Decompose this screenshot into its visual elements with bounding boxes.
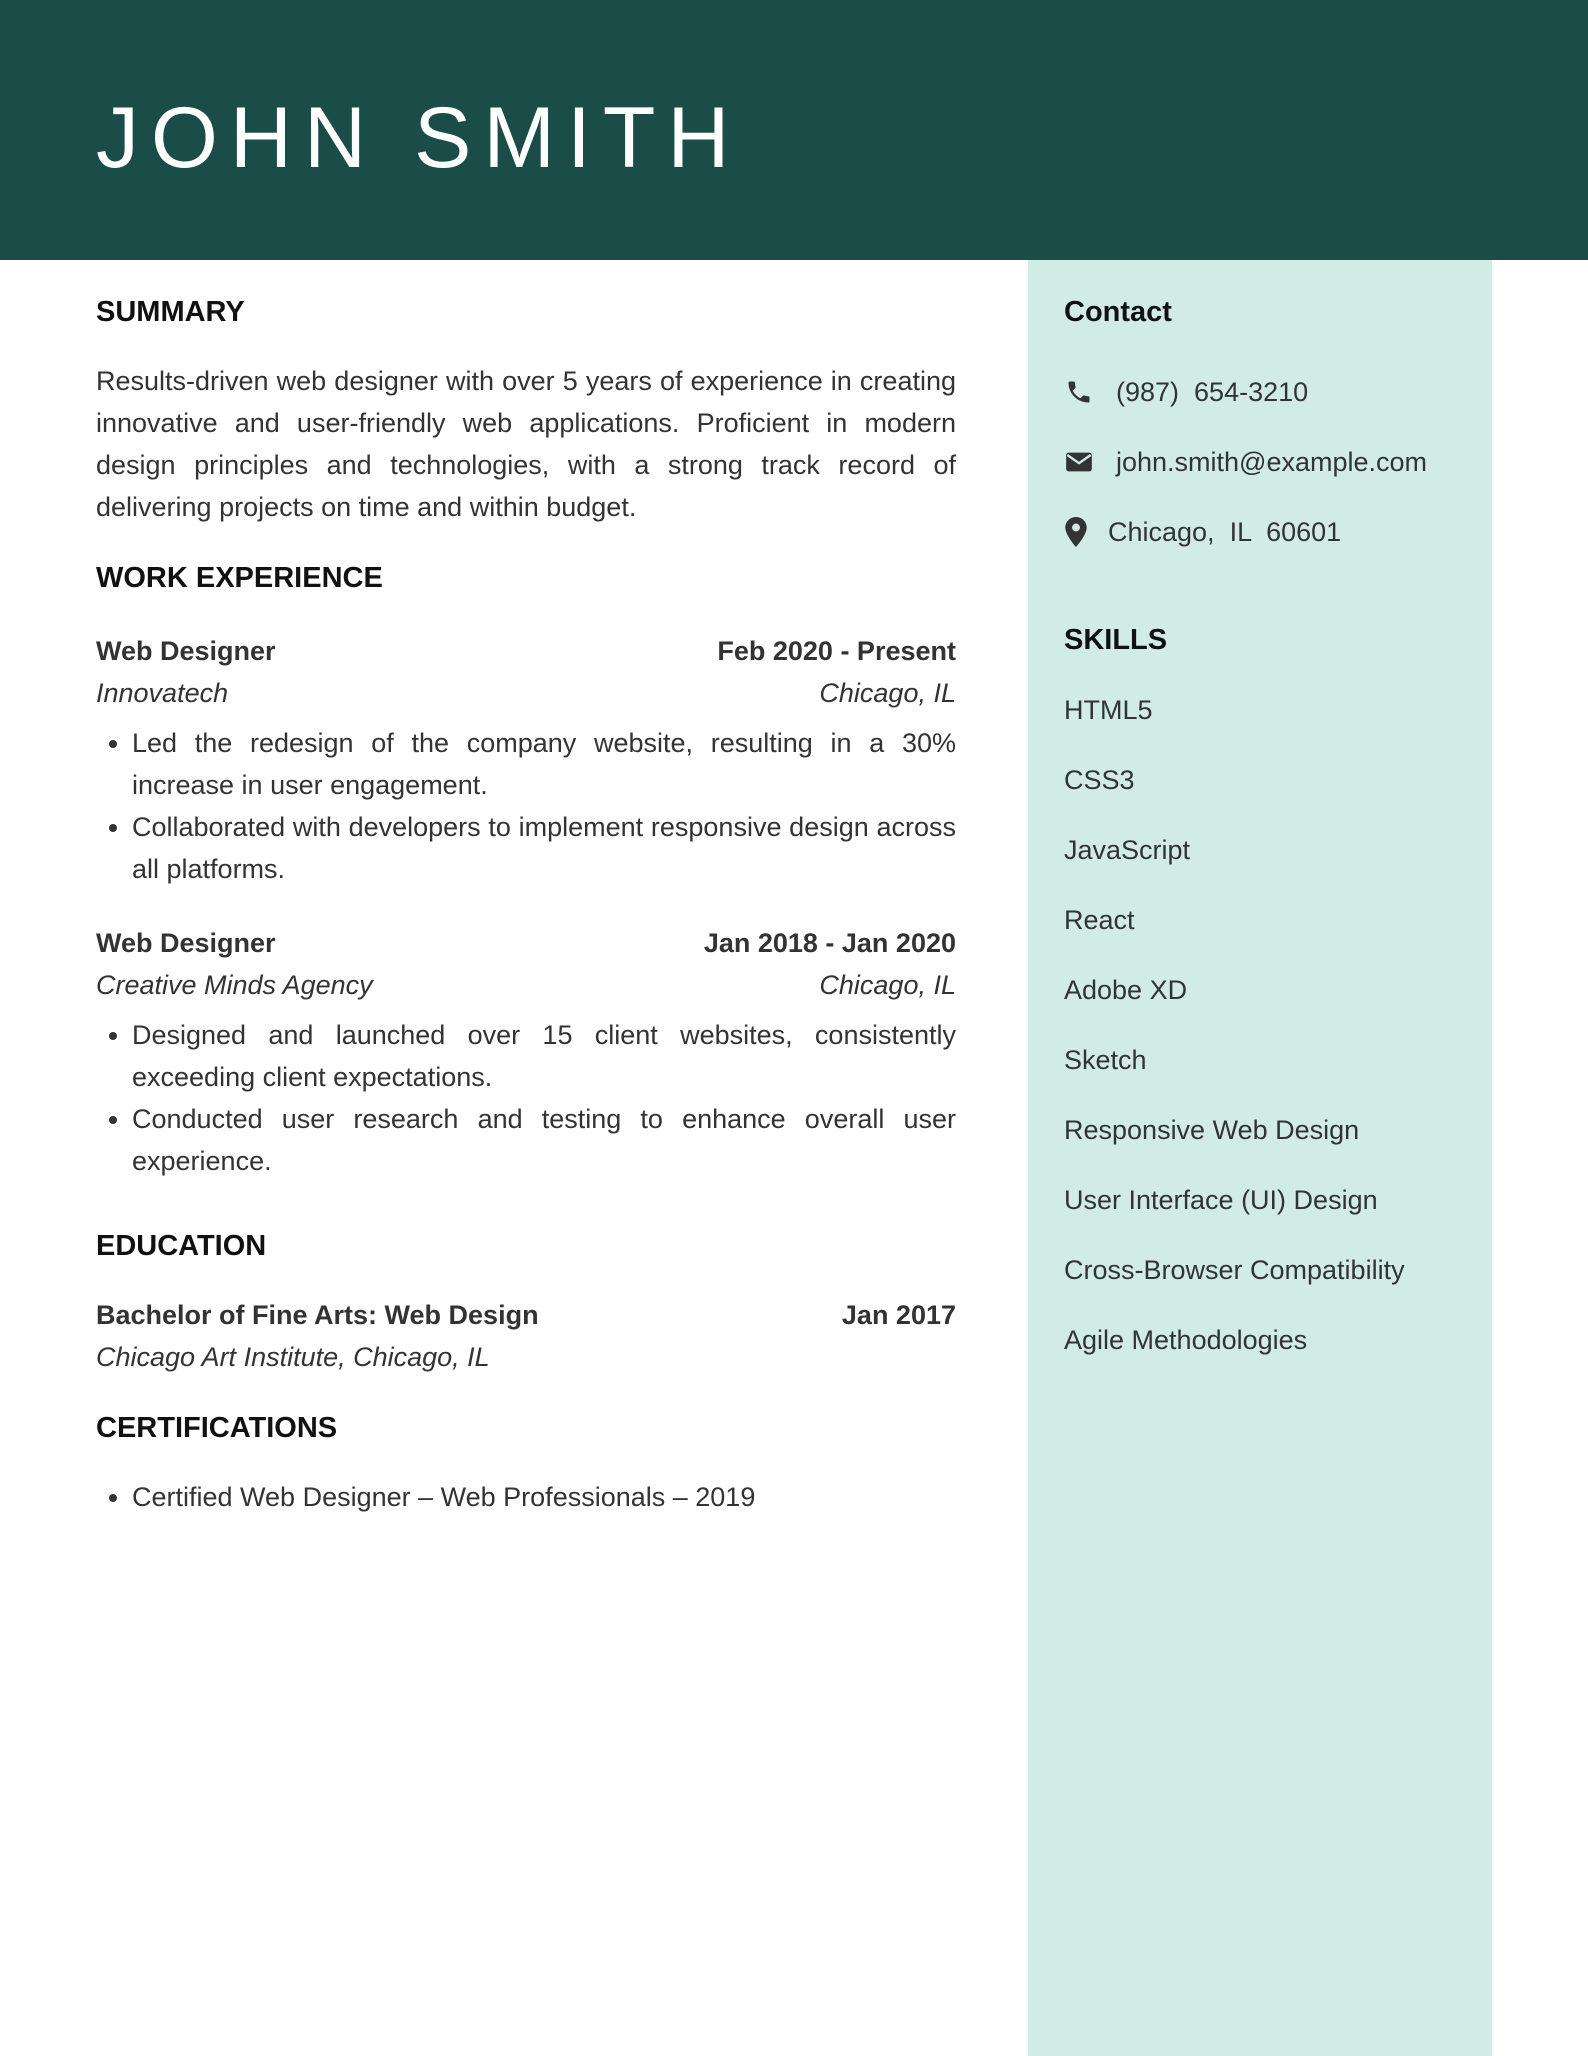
job-subheader-row (96, 672, 956, 714)
job-bullet: • Designed and launched over 15 client websites, consistently exceeding client expectations. (132, 1014, 956, 1098)
job-company: Innovatech (96, 678, 229, 708)
job-company: Creative Minds Agency (96, 970, 373, 1000)
skill-item: Cross-Browser Compatibility (1064, 1255, 1405, 1285)
candidate-name: JOHN SMITH (96, 90, 742, 186)
job-dates: Feb 2020 - Present (717, 636, 956, 666)
job-bullets (96, 1014, 956, 1182)
education-section (96, 1228, 956, 1378)
contact-phone (1064, 372, 1308, 412)
contact-location-text: Chicago, IL 60601 (1108, 517, 1342, 547)
job-header-row (96, 922, 956, 964)
skill-item: HTML5 (1064, 695, 1153, 725)
job-bullets (96, 722, 956, 890)
education-heading: EDUCATION (96, 1230, 267, 1262)
job-location: Chicago, IL (819, 970, 956, 1000)
skills-heading: SKILLS (1064, 624, 1168, 656)
summary-heading: SUMMARY (96, 296, 245, 328)
skill-item: Sketch (1064, 1045, 1147, 1075)
skill-item: JavaScript (1064, 835, 1191, 865)
contact-email (1064, 442, 1427, 482)
summary-section (96, 294, 956, 528)
job-bullet: • Conducted user research and testing to enhance overall user experience. (132, 1098, 956, 1182)
contact-heading: Contact (1064, 296, 1172, 328)
skill-item: Adobe XD (1064, 975, 1188, 1005)
skill-item: CSS3 (1064, 765, 1135, 795)
certifications-heading: CERTIFICATIONS (96, 1412, 338, 1444)
certifications-section (96, 1410, 956, 1518)
job-title: Web Designer (96, 928, 276, 958)
sidebar (1028, 260, 1492, 2056)
contact-email-text[interactable]: john.smith@example.com (1116, 447, 1428, 477)
contact-location (1064, 512, 1341, 552)
job-entry (96, 922, 956, 1182)
map-pin-icon (1064, 517, 1088, 547)
job-subheader-row (96, 964, 956, 1006)
work-experience-section (96, 560, 956, 1182)
education-row (96, 1294, 956, 1336)
certification-item: • Certified Web Designer – Web Professionals – 2019 (132, 1476, 956, 1518)
education-date: Jan 2017 (841, 1300, 956, 1330)
education-school-row (96, 1336, 956, 1378)
skill-item: React (1064, 905, 1135, 935)
header-banner (0, 0, 1588, 260)
education-degree: Bachelor of Fine Arts: Web Design (96, 1300, 539, 1330)
job-title: Web Designer (96, 636, 276, 666)
job-bullet: • Led the redesign of the company website, resulting in a 30% increase in user engagement. (132, 722, 956, 806)
certifications-list (96, 1476, 956, 1518)
job-entry (96, 630, 956, 890)
skill-item: User Interface (UI) Design (1064, 1185, 1378, 1215)
skill-item: Responsive Web Design (1064, 1115, 1360, 1145)
job-location: Chicago, IL (819, 678, 956, 708)
job-bullet: • Collaborated with developers to implement responsive design across all platforms. (132, 806, 956, 890)
phone-icon (1064, 377, 1094, 407)
summary-text: Results-driven web designer with over 5 years of experience in creating innovative and user-friendly web applications. Proficient in modern design principles and technologies, with a strong track record of delivering projects on time and within budget. (96, 366, 956, 522)
skill-item: Agile Methodologies (1064, 1325, 1308, 1355)
job-header-row (96, 630, 956, 672)
envelope-icon (1064, 447, 1094, 477)
education-school: Chicago Art Institute, Chicago, IL (96, 1342, 490, 1372)
work-experience-heading: WORK EXPERIENCE (96, 562, 383, 594)
job-dates: Jan 2018 - Jan 2020 (703, 928, 956, 958)
contact-phone-text: (987) 654-3210 (1116, 377, 1309, 407)
